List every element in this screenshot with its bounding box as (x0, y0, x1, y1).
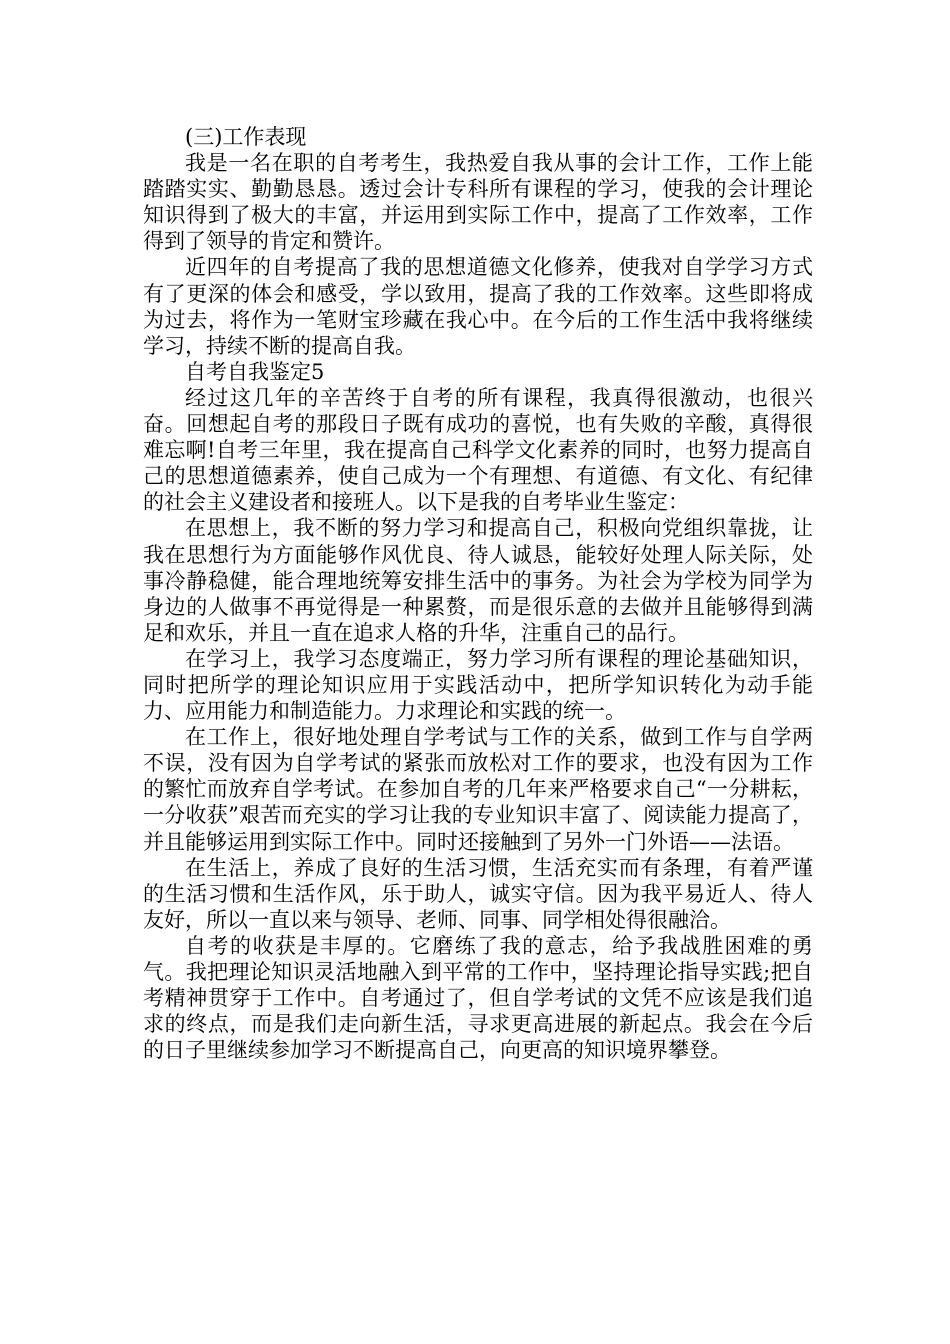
document-body (143, 124, 813, 1063)
paragraph-four-years: 近四年的自考提高了我的思想道德文化修养，使我对自学学习方式有了更深的体会和感受，学以致用，提高了我的工作效率。这些即将成为过去，将作为一笔财宝珍藏在我心中。在今后的工作生活中我将继续学习，持续不断的提高自我。 (143, 255, 813, 358)
paragraph-harvest: 自考的收获是丰厚的。它磨练了我的意志，给予我战胜困难的勇气。我把理论知识灵活地融入到平常的工作中，坚持理论指导实践;把自考精神贯穿于工作中。自考通过了，但自学考试的文凭不应该是我们追求的终点，而是我们走向新生活，寻求更高进展的新起点。我会在今后的日子里继续参加学习不断提高自己，向更高的知识境界攀登。 (143, 933, 813, 1063)
paragraph-accounting-work: 我是一名在职的自考考生，我热爱自我从事的会计工作，工作上能踏踏实实、勤勤恳恳。透过会计专科所有课程的学习，使我的会计理论知识得到了极大的丰富，并运用到实际工作中，提高了工作效率，工作得到了领导的肯定和赞许。 (143, 151, 813, 254)
section-heading-self-appraisal-5: 自考自我鉴定5 (185, 359, 325, 384)
paragraph-intro: 经过这几年的辛苦终于自考的所有课程，我真得很激动，也很兴奋。回想起自考的那段日子既有成功的喜悦，也有失败的辛酸，真得很难忘啊!自考三年里，我在提高自己科学文化素养的同时，也努力提高自己的思想道德素养，使自己成为一个有理想、有道德、有文化、有纪律的社会主义建设者和接班人。以下是我的自考毕业生鉴定： (143, 385, 813, 515)
paragraph-study: 在学习上，我学习态度端正，努力学习所有课程的理论基础知识，同时把所学的理论知识应用于实践活动中，把所学知识转化为动手能力、应用能力和制造能力。力求理论和实践的统一。 (143, 646, 813, 724)
paragraph-life: 在生活上，养成了良好的生活习惯，生活充实而有条理，有着严谨的生活习惯和生活作风，乐于助人，诚实守信。因为我平易近人、待人友好，所以一直以来与领导、老师、同事、同学相处得很融洽。 (143, 855, 813, 932)
paragraph-work: 在工作上，很好地处理自学考试与工作的关系，做到工作与自学两不误，没有因为自学考试的紧张而放松对工作的要求，也没有因为工作的繁忙而放弃自学考试。在参加自考的几年来严格要求自己“一分耕耘，一分收获”艰苦而充实的学习让我的专业知识丰富了、阅读能力提高了，并且能够运用到实际工作中。同时还接触到了另外一门外语——法语。 (143, 725, 813, 854)
paragraph-thought: 在思想上，我不断的努力学习和提高自己，积极向党组织靠拢，让我在思想行为方面能够作风优良、待人诚恳，能较好处理人际关际，处事冷静稳健，能合理地统筹安排生活中的事务。为社会为学校为同学为身边的人做事不再觉得是一种累赘，而是很乐意的去做并且能够得到满足和欢乐，并且一直在追求人格的升华，注重自己的品行。 (143, 516, 813, 645)
section-heading-work-performance: (三)工作表现 (185, 125, 307, 149)
